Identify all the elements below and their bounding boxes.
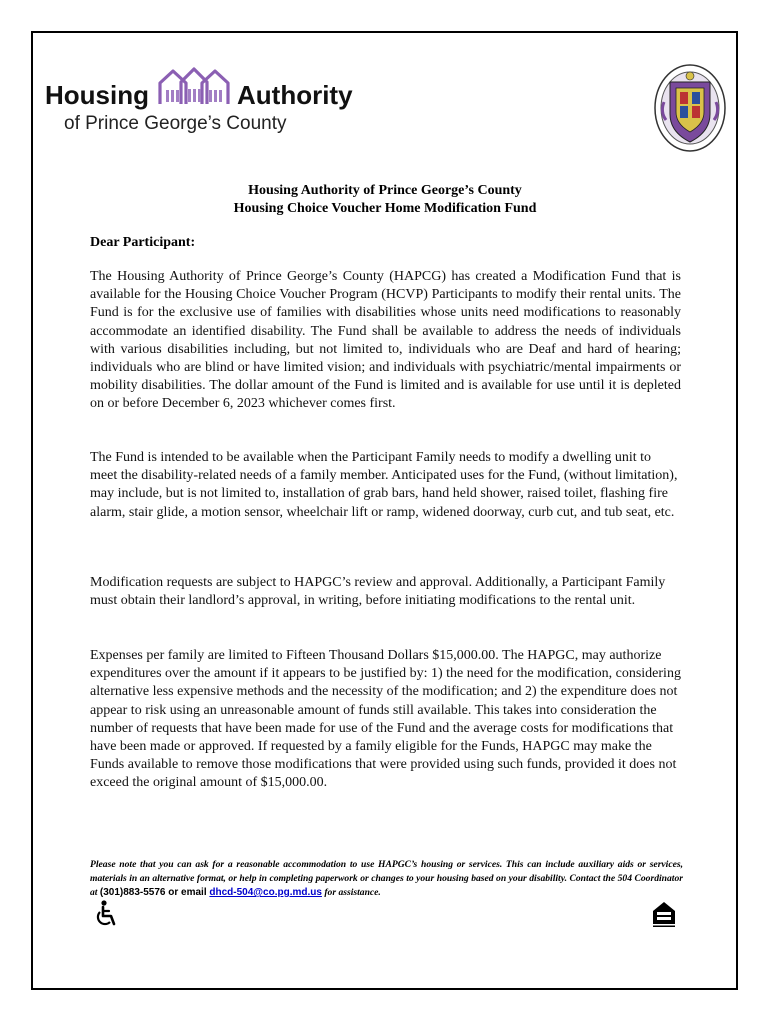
title-line-1: Housing Authority of Prince George’s County bbox=[248, 183, 522, 198]
equal-housing-opportunity-icon bbox=[651, 900, 677, 928]
salutation: Dear Participant: bbox=[90, 235, 196, 250]
notice-text-end: for assistance. bbox=[321, 887, 381, 898]
paragraph-approval: Modification requests are subject to HAPGC’s review and approval. Additionally, a Participant Family must obtain their landlord’s approval, in writing, before initiating modifications to the rental unit. bbox=[90, 575, 666, 609]
email-link[interactable]: dhcd-504@co.pg.md.us bbox=[209, 887, 322, 898]
county-seal-icon bbox=[652, 62, 728, 154]
accommodation-notice bbox=[90, 858, 683, 900]
logo-word-housing: Housing bbox=[45, 80, 149, 110]
houses-logo-icon bbox=[157, 66, 231, 106]
notice-phone: (301)883-5576 or email bbox=[99, 887, 210, 898]
paragraph-fund-uses: The Fund is intended to be available when the Participant Family needs to modify a dwelling unit to meet the disability-related needs of a family member. Anticipated uses for the Fund, (without limitation), may include, but is not limited to, installation of grab bars, hand held shower, raised toilet, flashing fire alarm, stair glide, a motion sensor, wheelchair lift or ramp, widened doorway, curb cut, and tub seat, etc. bbox=[90, 450, 678, 520]
wheelchair-accessibility-icon bbox=[93, 900, 119, 928]
paragraph-expense-limits: Expenses per family are limited to Fifteen Thousand Dollars $15,000.00. The HAPGC, may authorize expenditures over the amount if it appears to be justified by: 1) the need for the modification, considering alternative less expensive methods and the necessity of the modification; and 2) the expenditure does not appear to risk using an unreasonable amount of funds still available. This takes into consideration the number of requests that have been made for use of the Fund and the average costs for modifications that have been made or approved. If requested by a family eligible for the Funds, HAPGC may make the Funds available to remove those modifications that were provided using such funds, provided it does not exceed the original amount of $15,000.00. bbox=[90, 648, 681, 791]
housing-authority-logo bbox=[45, 66, 375, 138]
paragraph-fund-overview: The Housing Authority of Prince George’s County (HAPCG) has created a Modification Fund that is available for the Housing Choice Voucher Program (HCVP) Participants to modify their rental units. The Fund is for the exclusive use of families with disabilities whose units need modifications to reasonably accommodate an identified disability. The Fund shall be available to address the needs of individuals with various disabilities including, but not limited to, individuals who are Deaf and hard of hearing; individuals who are blind or have limited vision; and individuals with psychiatric/mental impairments or mobility disabilities. The dollar amount of the Fund is limited and is available for use until it is depleted on or before December 6, 2023 whichever comes first. bbox=[90, 269, 681, 412]
notice-text: Please note that you can ask for a reasonable accommodation to use HAPGC’s housing or services. This can include auxiliary aids or services, materials in an alternative format, or help in completing paperwork or changes to your housing based on your disability. Contact the 504 Coordinator at bbox=[90, 859, 683, 898]
logo-word-authority: Authority bbox=[237, 80, 353, 110]
title-line-2: Housing Choice Voucher Home Modification Fund bbox=[233, 201, 537, 216]
logo-subtitle: of Prince George’s County bbox=[64, 113, 287, 134]
